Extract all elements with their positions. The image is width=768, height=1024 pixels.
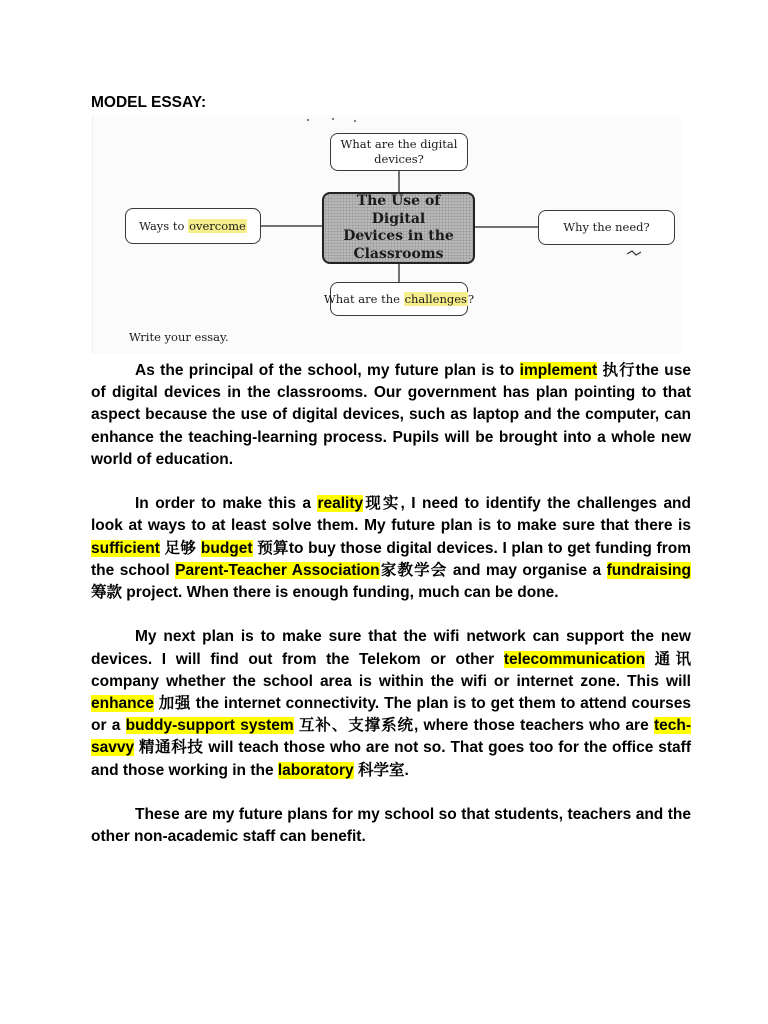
overcome-highlight: overcome bbox=[189, 218, 246, 233]
central-topic-line2: Devices in the bbox=[343, 228, 454, 244]
challenges-node bbox=[323, 282, 475, 316]
digital-devices-line2: devices? bbox=[374, 152, 424, 166]
keyword-enhance: enhance bbox=[91, 695, 154, 713]
text-run: 筹款 project. When there is enough funding, much can be done. bbox=[91, 584, 559, 602]
essay-paragraph-2 bbox=[91, 493, 691, 604]
digital-devices-node bbox=[330, 133, 468, 171]
keyword-tech-savvy: tech-savvy bbox=[91, 717, 691, 757]
keyword-buddy-support-system: buddy-support system bbox=[125, 717, 294, 735]
keyword-sufficient: sufficient bbox=[91, 539, 160, 557]
challenges-highlight: challenges bbox=[404, 291, 467, 306]
mind-map-diagram bbox=[92, 116, 681, 354]
text-run: 互补、支撑系统, where those teachers who are bbox=[293, 717, 654, 735]
text-run: These are my future plans for my school so that students, teachers and the other non-academic staff can benefit. bbox=[91, 806, 691, 846]
text-run: 足够 bbox=[159, 539, 201, 557]
text-run: 通讯 company whether the school area is within the wifi or internet zone. This will bbox=[91, 650, 691, 690]
central-topic-node bbox=[322, 192, 475, 264]
text-run: 家教学会 and may organise a bbox=[379, 561, 607, 579]
ways-to-overcome-prefix: Ways to bbox=[139, 218, 189, 233]
essay-paragraph-1 bbox=[91, 360, 691, 471]
keyword-fundraising: fundraising bbox=[606, 561, 691, 579]
keyword-reality: reality bbox=[317, 495, 364, 513]
text-run: 科学室. bbox=[353, 761, 409, 779]
why-the-need-node bbox=[538, 210, 675, 245]
digital-devices-line1: What are the digital bbox=[340, 137, 458, 152]
text-run: In order to make this a bbox=[135, 495, 318, 513]
essay-paragraph-3 bbox=[91, 626, 691, 781]
central-topic-line3: Classrooms bbox=[353, 245, 444, 262]
text-run: 加强 the internet connectivity. The plan is to get them to attend courses or a bbox=[91, 695, 691, 735]
challenges-suffix: ? bbox=[467, 291, 475, 306]
keyword-pta: Parent-Teacher Association bbox=[175, 561, 380, 579]
keyword-implement: implement bbox=[519, 362, 598, 379]
text-run: 精通科技 will teach those who are not so. That goes too for the office staff and those working in the bbox=[91, 739, 691, 779]
essay-body bbox=[91, 360, 691, 871]
page-heading: MODEL ESSAY: bbox=[91, 94, 207, 111]
challenges-prefix: What are the bbox=[323, 291, 404, 306]
text-run: 预算to buy those digital devices. I plan to get funding from the school bbox=[91, 539, 691, 579]
text-run: As the principal of the school, my future plan is to bbox=[135, 362, 520, 379]
keyword-laboratory: laboratory bbox=[277, 761, 354, 779]
text-run: 执行the use of digital devices in the classrooms. Our government has plan pointing to that aspect because the use of digital devices, such as laptop and the computer, can enhance the teaching-learning process. Pupils will be brought into a whole new world of education. bbox=[91, 362, 691, 468]
keyword-telecommunication: telecommunication bbox=[503, 650, 646, 668]
write-your-essay-caption: Write your essay. bbox=[129, 330, 229, 344]
text-run: My next plan is to make sure that the wifi network can support the new devices. I will find out from the Telekom or other bbox=[91, 628, 691, 668]
why-the-need-label: Why the need? bbox=[563, 220, 650, 235]
ways-to-overcome-node bbox=[125, 208, 261, 244]
text-run: 现实, I need to identify the challenges and look at ways to at least solve them. My future plan is to make sure that there is bbox=[91, 495, 691, 535]
keyword-budget: budget bbox=[200, 539, 253, 557]
central-topic-line1: The Use of Digital bbox=[356, 193, 441, 227]
essay-paragraph-4 bbox=[91, 804, 691, 848]
